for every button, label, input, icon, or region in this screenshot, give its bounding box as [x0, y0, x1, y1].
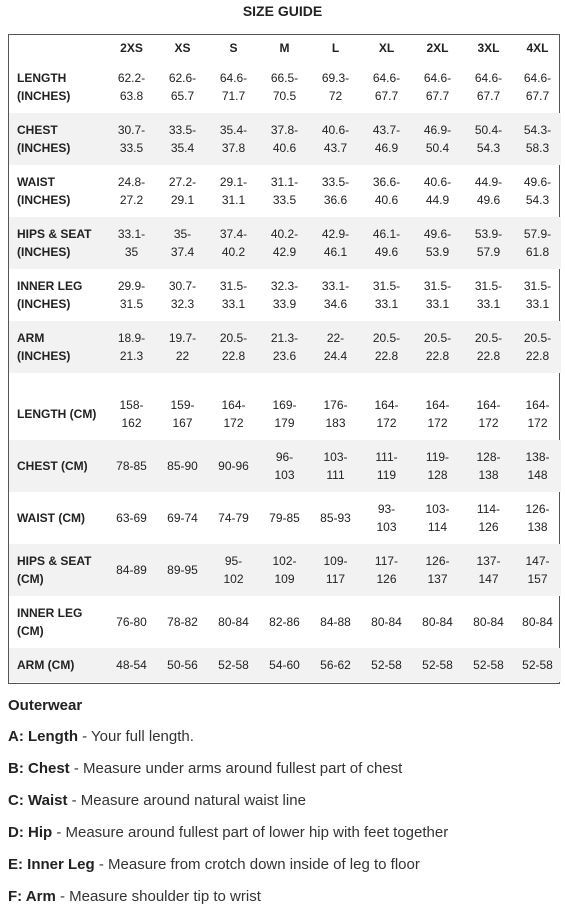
note-term: E: Inner Leg — [8, 856, 95, 873]
note-term: A: Length — [8, 728, 78, 745]
row-label: ARM (INCHES) — [9, 321, 106, 373]
size-value-cell: 84-88 — [320, 615, 351, 629]
size-header: S — [229, 41, 238, 55]
table-row — [9, 492, 561, 544]
notes-heading: Outerwear — [8, 697, 83, 714]
size-value-cell: 30.7- 32.3 — [168, 279, 197, 311]
corner-cell — [9, 35, 106, 61]
size-value-cell: 22- 24.4 — [310, 321, 361, 373]
note-description: - Measure around natural waist line — [67, 792, 306, 809]
size-value-cell: 164- 172 — [476, 398, 501, 430]
size-value-cell: 95- 102 — [208, 544, 259, 596]
table-spacer — [9, 373, 561, 388]
note-line — [8, 814, 560, 846]
size-value-cell: 36.6- 40.6 — [372, 175, 401, 207]
size-header: 2XS — [120, 41, 143, 55]
size-value-cell: 29.1- 31.1 — [219, 175, 248, 207]
size-value-cell: 109- 117 — [310, 544, 361, 596]
size-value-cell: 62.6- 65.7 — [168, 71, 197, 103]
note-term: B: Chest — [8, 760, 70, 777]
size-value-cell: 93- 103 — [376, 502, 397, 534]
size-value-cell: 35- 37.4 — [157, 217, 208, 269]
row-label: WAIST (INCHES) — [17, 175, 71, 207]
cm-rows — [9, 388, 561, 682]
note-description: - Measure around fullest part of lower hip with feet together — [52, 824, 449, 841]
size-value-cell: 164- 172 — [221, 398, 246, 430]
size-value-cell: 96- 103 — [259, 440, 310, 492]
size-value-cell: 64.6- 67.7 — [474, 71, 503, 103]
size-value-cell: 21.3- 23.6 — [259, 321, 310, 373]
size-value-cell: 78-82 — [167, 615, 198, 629]
note-line — [8, 718, 560, 750]
table-row — [9, 440, 561, 492]
size-value-cell: 54-60 — [259, 648, 310, 682]
row-label: CHEST (CM) — [9, 440, 106, 492]
size-value-cell: 46.1- 49.6 — [361, 217, 412, 269]
table-row — [9, 388, 561, 440]
size-value-cell: 29.9- 31.5 — [117, 279, 146, 311]
size-value-cell: 69.3- 72 — [321, 71, 350, 103]
size-value-cell: 137- 147 — [463, 544, 514, 596]
size-value-cell: 80-84 — [371, 615, 402, 629]
size-value-cell: 52-58 — [412, 648, 463, 682]
size-value-cell: 64.6- 67.7 — [372, 71, 401, 103]
size-value-cell: 80-84 — [522, 615, 553, 629]
size-value-cell: 56-62 — [310, 648, 361, 682]
size-value-cell: 79-85 — [269, 511, 300, 525]
size-value-cell: 37.8- 40.6 — [259, 113, 310, 165]
size-table — [9, 35, 561, 682]
size-value-cell: 33.1- 34.6 — [321, 279, 350, 311]
size-value-cell: 147- 157 — [514, 544, 561, 596]
size-value-cell: 33.5- 35.4 — [157, 113, 208, 165]
size-value-cell: 52-58 — [361, 648, 412, 682]
size-value-cell: 32.3- 33.9 — [270, 279, 299, 311]
size-value-cell: 85-93 — [320, 511, 351, 525]
size-value-cell: 78-85 — [106, 440, 157, 492]
size-value-cell: 164- 172 — [374, 398, 399, 430]
size-value-cell: 53.9- 57.9 — [463, 217, 514, 269]
row-label: HIPS & SEAT (CM) — [9, 544, 106, 596]
size-value-cell: 43.7- 46.9 — [361, 113, 412, 165]
size-header: XL — [378, 41, 395, 55]
row-label: INNER LEG (INCHES) — [17, 279, 83, 311]
size-value-cell: 74-79 — [218, 511, 249, 525]
size-value-cell: 63-69 — [116, 511, 147, 525]
note-line — [8, 750, 560, 782]
size-value-cell: 80-84 — [422, 615, 453, 629]
size-value-cell: 52-58 — [463, 648, 514, 682]
table-row — [9, 544, 561, 596]
note-term: F: Arm — [8, 888, 56, 905]
note-term: C: Waist — [8, 792, 68, 809]
size-value-cell: 111- 119 — [361, 440, 412, 492]
size-value-cell: 42.9- 46.1 — [310, 217, 361, 269]
size-value-cell: 158- 162 — [119, 398, 144, 430]
size-value-cell: 40.6- 44.9 — [423, 175, 452, 207]
size-header: M — [279, 41, 290, 55]
size-value-cell: 50.4- 54.3 — [463, 113, 514, 165]
size-value-cell: 69-74 — [167, 511, 198, 525]
size-value-cell: 159- 167 — [170, 398, 195, 430]
size-value-cell: 46.9- 50.4 — [412, 113, 463, 165]
size-value-cell: 50-56 — [157, 648, 208, 682]
size-value-cell: 20.5- 22.8 — [463, 321, 514, 373]
measurement-notes — [8, 694, 560, 910]
table-row — [9, 596, 561, 648]
note-term: D: Hip — [8, 824, 53, 841]
table-row — [9, 165, 561, 217]
size-value-cell: 52-58 — [514, 648, 561, 682]
table-row — [9, 61, 561, 113]
size-value-cell: 52-58 — [208, 648, 259, 682]
size-value-cell: 31.1- 33.5 — [270, 175, 299, 207]
size-value-cell: 117- 126 — [361, 544, 412, 596]
size-value-cell: 20.5- 22.8 — [361, 321, 412, 373]
size-value-cell: 40.2- 42.9 — [259, 217, 310, 269]
row-label: HIPS & SEAT (INCHES) — [9, 217, 106, 269]
table-row — [9, 648, 561, 682]
size-value-cell: 89-95 — [157, 544, 208, 596]
row-label: INNER LEG (CM) — [17, 606, 83, 638]
size-value-cell: 20.5- 22.8 — [208, 321, 259, 373]
size-value-cell: 54.3- 58.3 — [514, 113, 561, 165]
size-value-cell: 35.4- 37.8 — [208, 113, 259, 165]
note-description: - Measure under arms around fullest part of chest — [69, 760, 403, 777]
row-label: CHEST (INCHES) — [9, 113, 106, 165]
size-value-cell: 49.6- 53.9 — [412, 217, 463, 269]
size-value-cell: 128- 138 — [463, 440, 514, 492]
size-value-cell: 31.5- 33.1 — [523, 279, 552, 311]
size-value-cell: 48-54 — [106, 648, 157, 682]
note-description: - Measure shoulder tip to wrist — [55, 888, 261, 905]
size-value-cell: 27.2- 29.1 — [168, 175, 197, 207]
note-line — [8, 846, 560, 878]
size-value-cell: 19.7- 22 — [157, 321, 208, 373]
size-value-cell: 138- 148 — [514, 440, 561, 492]
note-description: - Measure from crotch down inside of leg to floor — [94, 856, 420, 873]
size-value-cell: 164- 172 — [525, 398, 550, 430]
size-value-cell: 33.1- 35 — [106, 217, 157, 269]
size-value-cell: 64.6- 67.7 — [423, 71, 452, 103]
size-value-cell: 126- 137 — [412, 544, 463, 596]
size-value-cell: 76-80 — [116, 615, 147, 629]
size-value-cell: 31.5- 33.1 — [219, 279, 248, 311]
size-header: XS — [174, 41, 191, 55]
table-row — [9, 269, 561, 321]
size-value-cell: 37.4- 40.2 — [208, 217, 259, 269]
size-header: 2XL — [426, 41, 449, 55]
table-row — [9, 217, 561, 269]
note-line — [8, 782, 560, 814]
size-value-cell: 31.5- 33.1 — [474, 279, 503, 311]
size-value-cell: 169- 179 — [272, 398, 297, 430]
inch-rows — [9, 61, 561, 373]
row-label: LENGTH (CM) — [17, 407, 97, 421]
page-title: SIZE GUIDE — [242, 3, 323, 19]
size-header: L — [331, 41, 340, 55]
size-value-cell: 20.5- 22.8 — [514, 321, 561, 373]
table-row — [9, 321, 561, 373]
size-value-cell: 82-86 — [269, 615, 300, 629]
size-value-cell: 103- 114 — [425, 502, 450, 534]
size-value-cell: 176- 183 — [323, 398, 348, 430]
note-line — [8, 878, 560, 910]
row-label: WAIST (CM) — [17, 511, 85, 525]
size-value-cell: 57.9- 61.8 — [514, 217, 561, 269]
size-value-cell: 30.7- 33.5 — [106, 113, 157, 165]
size-value-cell: 62.2- 63.8 — [117, 71, 146, 103]
size-header: 3XL — [477, 41, 500, 55]
size-header-row — [9, 35, 561, 61]
size-value-cell: 44.9- 49.6 — [474, 175, 503, 207]
size-value-cell: 40.6- 43.7 — [310, 113, 361, 165]
size-value-cell: 114- 126 — [476, 502, 501, 534]
row-label: ARM (CM) — [9, 648, 106, 682]
table-row — [9, 113, 561, 165]
size-value-cell: 24.8- 27.2 — [117, 175, 146, 207]
size-value-cell: 119- 128 — [412, 440, 463, 492]
note-description: - Your full length. — [77, 728, 194, 745]
row-label: LENGTH (INCHES) — [17, 71, 71, 103]
size-value-cell: 85-90 — [157, 440, 208, 492]
size-value-cell: 31.5- 33.1 — [372, 279, 401, 311]
size-value-cell: 31.5- 33.1 — [423, 279, 452, 311]
size-value-cell: 66.5- 70.5 — [270, 71, 299, 103]
size-value-cell: 103- 111 — [310, 440, 361, 492]
size-value-cell: 84-89 — [106, 544, 157, 596]
size-value-cell: 90-96 — [208, 440, 259, 492]
size-value-cell: 102- 109 — [259, 544, 310, 596]
size-value-cell: 64.6- 67.7 — [523, 71, 552, 103]
size-value-cell: 80-84 — [218, 615, 249, 629]
size-value-cell: 80-84 — [473, 615, 504, 629]
size-header: 4XL — [526, 41, 549, 55]
notes-list — [8, 718, 560, 910]
size-value-cell: 49.6- 54.3 — [523, 175, 552, 207]
size-value-cell: 33.5- 36.6 — [321, 175, 350, 207]
size-value-cell: 20.5- 22.8 — [412, 321, 463, 373]
size-value-cell: 18.9- 21.3 — [106, 321, 157, 373]
size-value-cell: 64.6- 71.7 — [219, 71, 248, 103]
size-value-cell: 164- 172 — [425, 398, 450, 430]
size-value-cell: 126- 138 — [525, 502, 550, 534]
size-table-container — [8, 34, 560, 684]
